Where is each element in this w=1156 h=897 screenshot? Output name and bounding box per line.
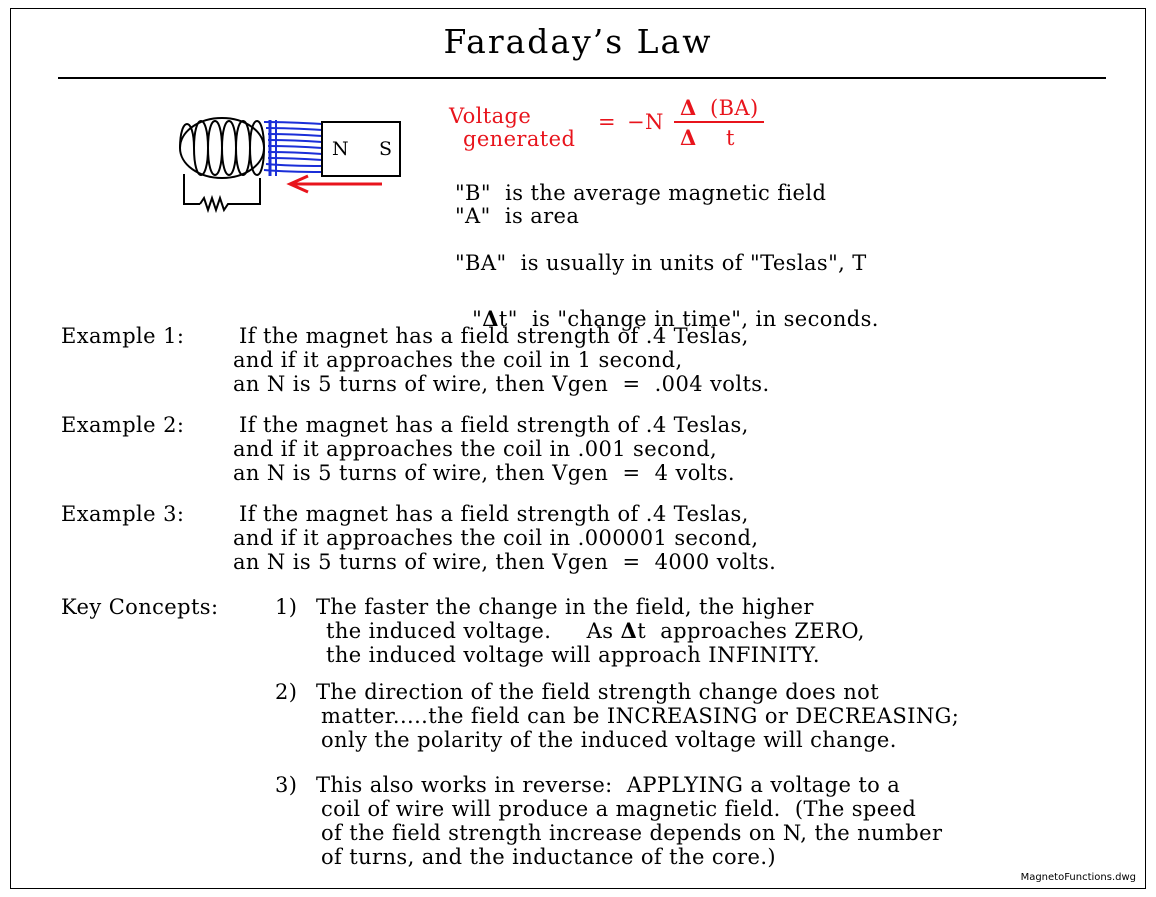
example-3-label: Example 3: <box>61 502 185 526</box>
example-1-label: Example 1: <box>61 324 185 348</box>
concept-3-line: coil of wire will produce a magnetic field. (The speed <box>321 797 917 821</box>
page-title: Faraday’s Law <box>443 22 713 61</box>
coil-magnet-diagram <box>176 108 406 218</box>
example-3-line: If the magnet has a field strength of .4 Teslas, <box>239 502 749 526</box>
formula-fraction-bar <box>674 121 764 123</box>
definition-ba-units: "BA" is usually in units of "Teslas", T <box>455 251 867 275</box>
key-concepts-label: Key Concepts: <box>61 595 219 619</box>
formula-neg-n: −N <box>627 110 664 134</box>
concept-1-line2-end: t approaches ZERO, <box>637 619 865 643</box>
delta-t-text: t" is "change in time", in seconds. <box>498 307 879 331</box>
example-1-body <box>233 324 770 396</box>
delta-symbol: Δ <box>620 618 638 643</box>
example-2-line: an N is 5 turns of wire, then Vgen = 4 volts. <box>233 461 735 485</box>
concept-2-body <box>316 680 959 752</box>
delta-t-open-quote: " <box>472 307 483 331</box>
concept-1-line: the induced voltage will approach INFINITY. <box>326 643 820 667</box>
concept-3-line: of the field strength increase depends on N, the number <box>321 821 943 845</box>
formula-denominator-t: t <box>726 126 735 150</box>
concept-2-line: The direction of the field strength change does not <box>316 680 880 704</box>
formula-numerator-ba: (BA) <box>710 96 759 120</box>
file-name-caption: MagnetoFunctions.dwg <box>1020 872 1136 883</box>
formula-delta-numerator: Δ <box>680 95 697 120</box>
example-2-line: and if it approaches the coil in .001 second, <box>233 437 718 461</box>
formula-equals: = <box>598 110 616 134</box>
formula-lhs-generated: generated <box>463 127 576 151</box>
formula-delta-denominator: Δ <box>680 125 697 150</box>
concept-2-line: only the polarity of the induced voltage will change. <box>321 728 897 752</box>
concept-1-body <box>316 595 865 667</box>
example-3-body <box>233 502 776 574</box>
definition-b: "B" is the average magnetic field <box>455 181 827 205</box>
example-2-label: Example 2: <box>61 413 185 437</box>
concept-1-line: The faster the change in the field, the higher <box>316 595 814 619</box>
magnet-north-label: N <box>332 138 349 160</box>
delta-symbol: Δ <box>482 306 499 331</box>
definition-a: "A" is area <box>455 204 580 228</box>
concept-3-line: This also works in reverse: APPLYING a voltage to a <box>316 773 901 797</box>
coil-icon <box>180 118 264 210</box>
magnet-south-label: S <box>379 138 393 160</box>
example-2-line: If the magnet has a field strength of .4 Teslas, <box>239 413 749 437</box>
concept-2-line: matter.....the field can be INCREASING or DECREASING; <box>321 704 960 728</box>
arrow-left-icon <box>290 176 382 192</box>
concept-3-body <box>316 773 942 869</box>
title-divider <box>58 77 1106 79</box>
formula-lhs-voltage: Voltage <box>449 104 532 128</box>
magnetic-field-lines <box>264 120 322 176</box>
example-3-line: and if it approaches the coil in .000001 second, <box>233 526 759 550</box>
example-2-body <box>233 413 749 485</box>
example-1-line: an N is 5 turns of wire, then Vgen = .004 volts. <box>233 372 770 396</box>
example-1-line: If the magnet has a field strength of .4 Teslas, <box>239 324 749 348</box>
bar-magnet <box>322 122 400 176</box>
concept-1-line <box>316 619 865 643</box>
example-1-line: and if it approaches the coil in 1 second, <box>233 348 683 372</box>
example-3-line: an N is 5 turns of wire, then Vgen = 4000 volts. <box>233 550 777 574</box>
concept-2-number: 2) <box>275 680 298 704</box>
concept-1-line2-start: the induced voltage. As <box>326 619 621 643</box>
concept-3-number: 3) <box>275 773 298 797</box>
concept-3-line: of turns, and the inductance of the core.) <box>321 845 776 869</box>
concept-1-number: 1) <box>275 595 298 619</box>
